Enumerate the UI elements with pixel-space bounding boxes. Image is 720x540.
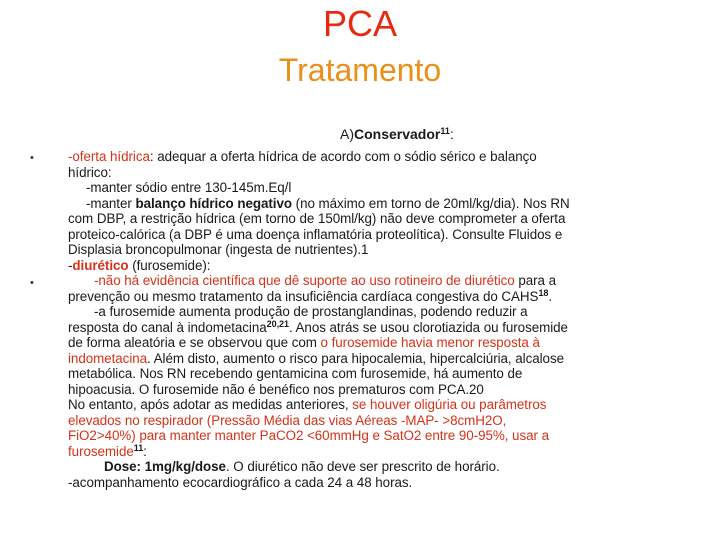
text-line: -manter sódio entre 130-145m.Eq/l [86,180,292,195]
line-text: resposta do canal à indometacina [68,319,267,335]
text-line [68,258,680,274]
reference-mark: 18 [538,287,549,298]
highlight-text: -não há evidência científica que dê suporte ao uso rotineiro de diurético [94,273,515,288]
section-suffix: : [449,126,454,142]
highlight-text: diurético [72,257,129,273]
bullet-icon: • [30,152,34,164]
text-line [68,149,680,165]
text-line: FiO2>40%) para manter manter PaCO2 <60mmHg e SatO2 entre 90-95%, usar a [68,428,549,443]
bold-text: balanço hídrico negativo [135,195,293,211]
text-line [68,320,680,336]
section-ref: 11 [440,126,450,136]
line-text: prevenção ou mesmo tratamento da insuficiência cardíaca congestiva do CAHS [68,288,539,304]
highlight-text: indometacina [68,350,148,366]
line-text: para a [514,273,557,288]
line-text: . O diurético não deve ser prescrito de horário. [225,459,500,474]
slide-body [68,149,680,490]
highlight-text: o furosemide havia menor resposta à [320,335,540,350]
paragraph-oferta-hidrica [68,149,680,258]
text-line [68,351,680,367]
bullet-icon: • [30,277,34,289]
line-text: : [143,443,147,459]
section-prefix: A) [340,126,354,142]
text-line: elevados no respirador (Pressão Média das vias Aéreas -MAP- >8cmH2O, [68,412,507,428]
line-text: No entanto, após adotar as medidas anteriores, [68,397,353,412]
text-line: metabólica. Nos RN recebendo gentamicina com furosemide, há aumento de [68,366,523,381]
slide-title: PCA [322,3,398,44]
paragraph-diuretico [68,258,680,491]
text-line [68,459,680,475]
line-text: . Anos atrás se usou clorotiazida ou furosemide [288,319,568,335]
line-text: - [68,257,73,273]
dose-text: Dose: 1mg/kg/dose [104,459,226,474]
line-text: de forma aleatória e se observou que com [68,335,321,350]
text-line [68,289,680,305]
line-text: -manter [86,195,136,211]
text-line [68,273,680,289]
text-line [68,196,680,212]
section-heading [340,126,454,142]
line-text: . Além disto, aumento o risco para hipocalemia, hipercalciúria, alcalose [147,350,564,366]
text-line: -acompanhamento ecocardiográfico a cada 24 a 48 horas. [68,474,413,490]
line-text: (no máximo em torno de 20ml/kg/dia). Nos RN [292,195,570,211]
text-line: -a furosemide aumenta produção de prostanglandinas, podendo reduzir a [94,304,528,319]
reference-mark: 20,21 [266,318,289,329]
reference-mark: 11 [133,442,144,453]
slide-subtitle: Tratamento [278,52,442,88]
text-line: hipoacusia. O furosemide não é benéfico nos prematuros com PCA.20 [68,381,484,397]
text-line: Displasia broncopulmonar (ingesta de nutrientes).1 [68,242,369,257]
line-text: : adequar a oferta hídrica de acordo com o sódio sérico e balanço [149,149,537,164]
text-line: com DBP, a restrição hídrica (em torno de 150ml/kg) não deve comprometer a oferta [68,211,566,226]
highlight-text: se houver oligúria ou parâmetros [352,397,547,412]
section-label: Conservador [354,126,441,142]
text-line: hídrico: [68,164,112,180]
line-text: (furosemide): [128,257,211,273]
text-line: proteico-calórica (a DBP é uma doença inflamatória proteolítica). Consulte Fluidos e [68,226,563,242]
text-line [68,335,680,351]
line-text: . [548,288,553,304]
text-line [68,397,680,413]
text-line [68,444,680,460]
highlight-text: -oferta hídrica [68,149,150,164]
highlight-text: furosemide [68,443,134,459]
